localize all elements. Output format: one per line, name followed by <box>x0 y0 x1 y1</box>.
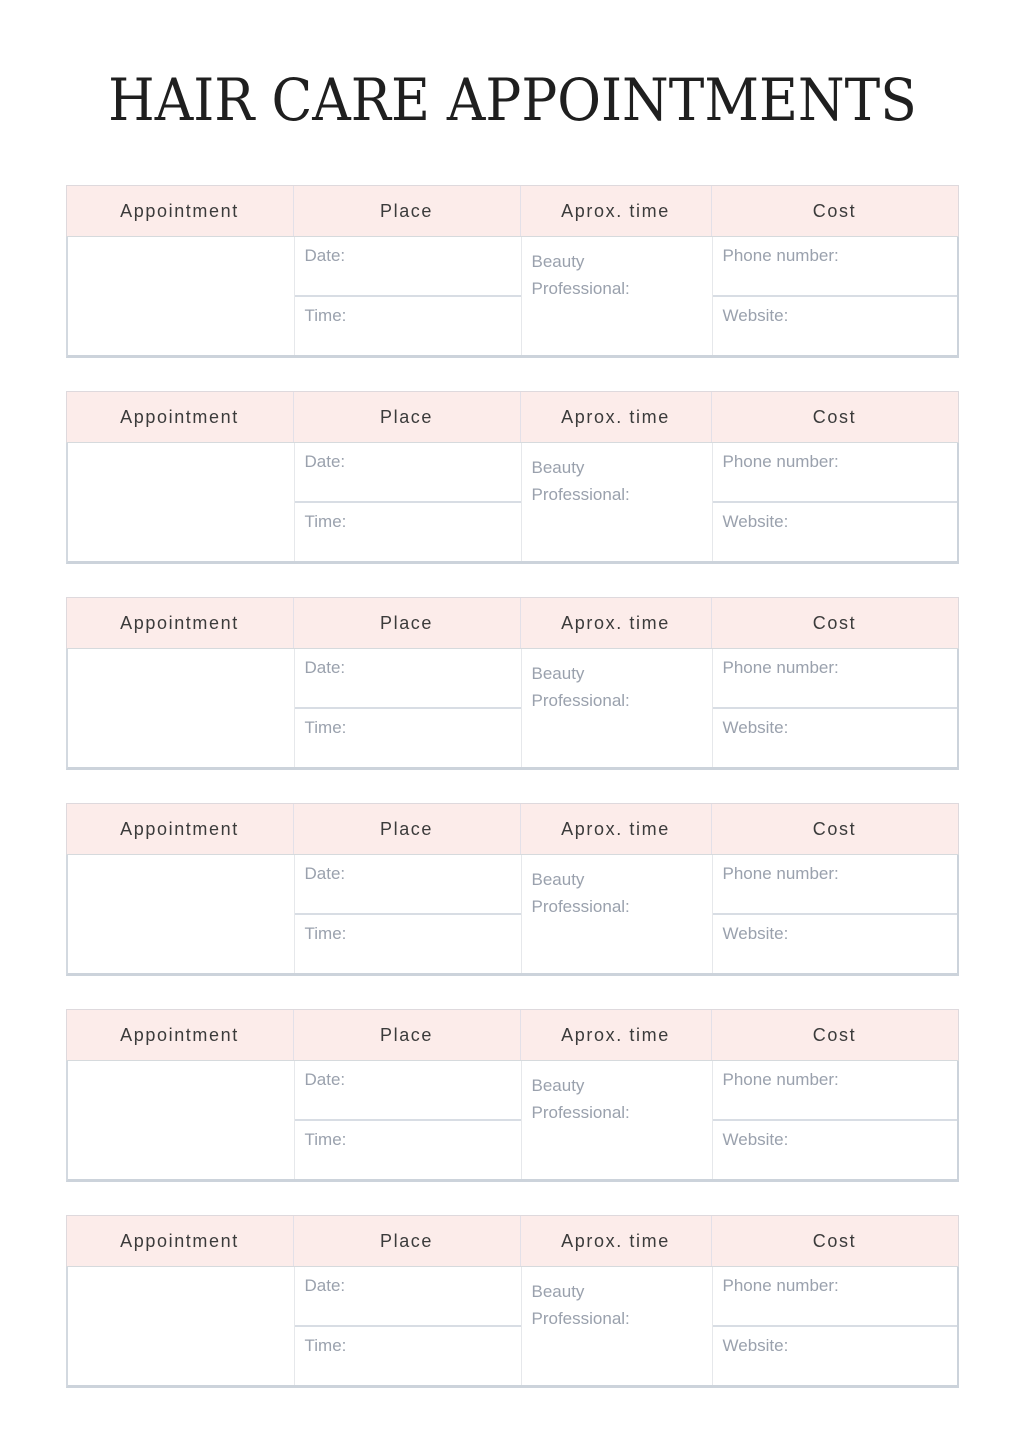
column-header-appointment: Appointment <box>120 1230 239 1251</box>
date-field[interactable] <box>295 443 521 503</box>
appointment-table <box>66 803 959 976</box>
beauty-professional-field[interactable] <box>521 1061 712 1179</box>
cost-column <box>712 855 957 973</box>
website-label: Website: <box>722 1336 789 1355</box>
date-field[interactable] <box>295 1061 521 1121</box>
place-column <box>294 1267 521 1385</box>
phone-number-label: Phone number: <box>722 864 839 883</box>
date-field[interactable] <box>295 855 521 915</box>
column-header-place: Place <box>293 1216 520 1266</box>
column-header-place: Place <box>293 186 520 236</box>
place-column <box>294 649 521 767</box>
cost-column <box>712 237 957 355</box>
column-header-aprox-time: Aprox. time <box>520 1010 711 1060</box>
cost-column <box>712 443 957 561</box>
date-label: Date: <box>304 864 346 883</box>
column-header-appointment: Appointment <box>120 406 239 427</box>
column-header-aprox-time: Aprox. time <box>520 598 711 648</box>
appointment-input-area[interactable] <box>68 649 294 767</box>
time-field[interactable] <box>295 297 521 355</box>
website-label: Website: <box>722 1130 789 1149</box>
phone-number-field[interactable] <box>713 1061 957 1121</box>
place-column <box>294 237 521 355</box>
column-header-place: Place <box>293 598 520 648</box>
beauty-professional-field[interactable] <box>521 1267 712 1385</box>
column-header-cost: Cost <box>711 1216 958 1266</box>
column-header-cost: Cost <box>711 186 958 236</box>
column-header-appointment: Appointment <box>120 200 239 221</box>
column-header-aprox-time: Aprox. time <box>520 392 711 442</box>
beauty-professional-field[interactable] <box>521 443 712 561</box>
place-column <box>294 443 521 561</box>
table-header-row <box>66 1215 959 1267</box>
column-header-cost: Cost <box>711 598 958 648</box>
column-header-cost: Cost <box>711 804 958 854</box>
date-field[interactable] <box>295 237 521 297</box>
table-body-row <box>66 649 959 770</box>
phone-number-label: Phone number: <box>722 658 839 677</box>
beauty-professional-label: Beauty Professional: <box>531 1076 630 1122</box>
planner-page <box>66 0 959 1388</box>
appointment-input-area[interactable] <box>68 855 294 973</box>
beauty-professional-label: Beauty Professional: <box>531 458 630 504</box>
phone-number-field[interactable] <box>713 443 957 503</box>
page-title <box>66 62 959 138</box>
time-label: Time: <box>304 306 347 325</box>
appointment-table <box>66 597 959 770</box>
place-column <box>294 1061 521 1179</box>
beauty-professional-field[interactable] <box>521 855 712 973</box>
planner-blocks <box>66 185 959 1388</box>
time-label: Time: <box>304 512 347 531</box>
phone-number-field[interactable] <box>713 649 957 709</box>
column-header-place: Place <box>293 1010 520 1060</box>
place-column <box>294 855 521 973</box>
cost-column <box>712 649 957 767</box>
beauty-professional-label: Beauty Professional: <box>531 1282 630 1328</box>
time-label: Time: <box>304 1336 347 1355</box>
website-label: Website: <box>722 924 789 943</box>
phone-number-field[interactable] <box>713 237 957 297</box>
beauty-professional-label: Beauty Professional: <box>531 252 630 298</box>
time-field[interactable] <box>295 709 521 767</box>
column-header-aprox-time: Aprox. time <box>520 804 711 854</box>
table-body-row <box>66 1061 959 1182</box>
appointment-table <box>66 1009 959 1182</box>
cost-column <box>712 1061 957 1179</box>
date-label: Date: <box>304 452 346 471</box>
date-label: Date: <box>304 658 346 677</box>
beauty-professional-field[interactable] <box>521 237 712 355</box>
phone-number-field[interactable] <box>713 1267 957 1327</box>
website-field[interactable] <box>713 1121 957 1179</box>
column-header-cost: Cost <box>711 1010 958 1060</box>
website-field[interactable] <box>713 709 957 767</box>
website-label: Website: <box>722 512 789 531</box>
time-field[interactable] <box>295 1327 521 1385</box>
beauty-professional-field[interactable] <box>521 649 712 767</box>
time-label: Time: <box>304 718 347 737</box>
table-header-row <box>66 391 959 443</box>
date-label: Date: <box>304 246 346 265</box>
appointment-table <box>66 1215 959 1388</box>
table-header-row <box>66 803 959 855</box>
time-field[interactable] <box>295 1121 521 1179</box>
time-label: Time: <box>304 1130 347 1149</box>
table-header-row <box>66 185 959 237</box>
phone-number-label: Phone number: <box>722 1276 839 1295</box>
date-field[interactable] <box>295 1267 521 1327</box>
website-field[interactable] <box>713 915 957 973</box>
table-header-row <box>66 1009 959 1061</box>
time-field[interactable] <box>295 503 521 561</box>
table-body-row <box>66 855 959 976</box>
appointment-input-area[interactable] <box>68 443 294 561</box>
appointment-table <box>66 391 959 564</box>
appointment-input-area[interactable] <box>68 1267 294 1385</box>
website-label: Website: <box>722 718 789 737</box>
time-field[interactable] <box>295 915 521 973</box>
column-header-appointment: Appointment <box>120 1024 239 1045</box>
column-header-aprox-time: Aprox. time <box>520 186 711 236</box>
time-label: Time: <box>304 924 347 943</box>
table-body-row <box>66 443 959 564</box>
website-field[interactable] <box>713 297 957 355</box>
column-header-place: Place <box>293 804 520 854</box>
phone-number-field[interactable] <box>713 855 957 915</box>
appointment-input-area[interactable] <box>68 237 294 355</box>
appointment-table <box>66 185 959 358</box>
phone-number-label: Phone number: <box>722 452 839 471</box>
column-header-aprox-time: Aprox. time <box>520 1216 711 1266</box>
appointment-input-area[interactable] <box>68 1061 294 1179</box>
table-header-row <box>66 597 959 649</box>
date-field[interactable] <box>295 649 521 709</box>
table-body-row <box>66 237 959 358</box>
phone-number-label: Phone number: <box>722 1070 839 1089</box>
website-field[interactable] <box>713 1327 957 1385</box>
column-header-appointment: Appointment <box>120 612 239 633</box>
date-label: Date: <box>304 1276 346 1295</box>
beauty-professional-label: Beauty Professional: <box>531 870 630 916</box>
column-header-place: Place <box>293 392 520 442</box>
page-title-text: HAIR CARE APPOINTMENTS <box>107 66 917 134</box>
cost-column <box>712 1267 957 1385</box>
website-field[interactable] <box>713 503 957 561</box>
website-label: Website: <box>722 306 789 325</box>
table-body-row <box>66 1267 959 1388</box>
beauty-professional-label: Beauty Professional: <box>531 664 630 710</box>
date-label: Date: <box>304 1070 346 1089</box>
phone-number-label: Phone number: <box>722 246 839 265</box>
column-header-cost: Cost <box>711 392 958 442</box>
column-header-appointment: Appointment <box>120 818 239 839</box>
